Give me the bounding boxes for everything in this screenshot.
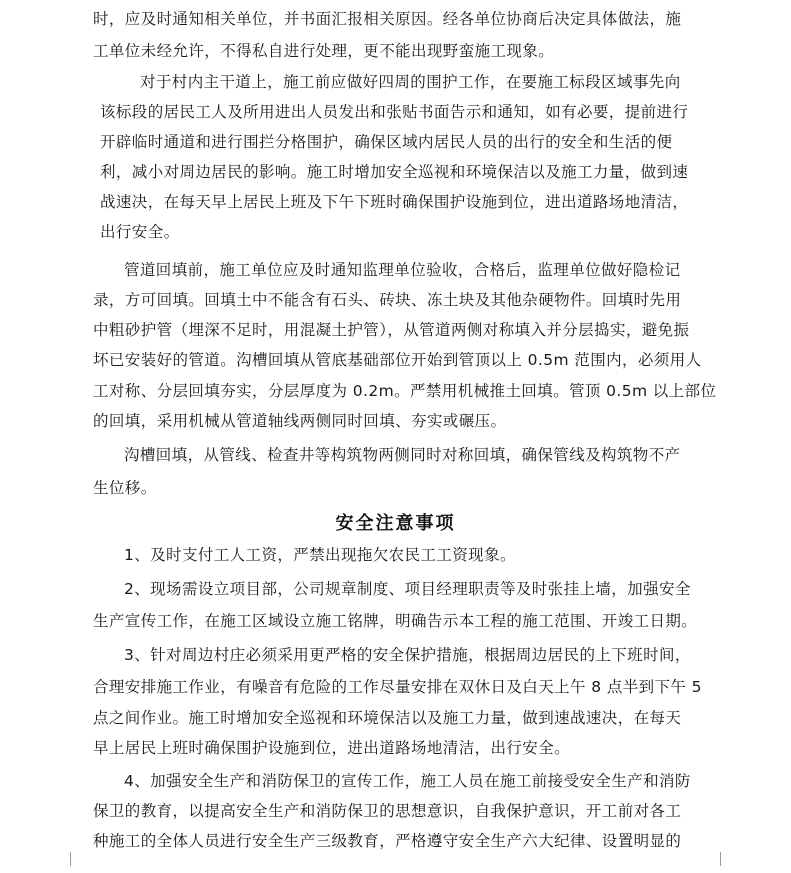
paragraph-2-line-1: 对于村内主干道上，施工前应做好四周的围护工作，在要施工标段区域事先向: [140, 73, 681, 91]
paragraph-2-line-3: 开辟临时通道和进行围拦分格围护，确保区域内居民人员的出行的安全和生活的便: [100, 133, 673, 151]
item-2-line-2: 生产宣传工作，在施工区域设立施工铭牌，明确告示本工程的施工范围、开竣工日期。: [93, 612, 698, 630]
paragraph-3-line-6: 的回填，采用机械从管道轴线两侧同时回填、夯实或碾压。: [93, 412, 507, 430]
paragraph-3-line-5: 工对称、分层回填夯实，分层厚度为 0.2m。严禁用机械推土回填。管顶 0.5m 以上部位: [93, 382, 717, 400]
item-4-line-3: 种施工的全体人员进行安全生产三级教育，严格遵守安全生产六大纪律、设置明显的: [93, 832, 682, 850]
paragraph-2-line-6: 出行安全。: [100, 223, 180, 241]
paragraph-2-line-2: 该标段的居民工人及所用进出人员发出和张贴书面告示和通知，如有必要，提前进行: [100, 103, 689, 121]
margin-corner-mark-right: [706, 852, 721, 866]
section-heading: 安全注意事项: [335, 513, 456, 534]
item-2-line-1: 2、现场需设立项目部，公司规章制度、项目经理职责等及时张挂上墙，加强安全: [124, 580, 691, 598]
paragraph-3-line-3: 中粗砂护管（埋深不足时，用混凝土护管），从管道两侧对称填入并分层捣实，避免振: [93, 321, 690, 339]
paragraph-2-line-5: 战速决，在每天早上居民上班及下午下班时确保围护设施到位，进出道路场地清洁，: [100, 193, 689, 211]
paragraph-3-line-1: 管道回填前，施工单位应及时通知监理单位验收，合格后，监理单位做好隐检记: [124, 261, 681, 279]
item-3-line-3: 点之间作业。施工时增加安全巡视和环境保洁以及施工力量，做到速战速决，在每天: [93, 709, 682, 727]
paragraph-2-line-4: 利，减小对周边居民的影响。施工时增加安全巡视和环境保洁以及施工力量，做到速: [100, 163, 689, 181]
item-3-line-2: 合理安排施工作业，有噪音有危险的工作尽量安排在双休日及白天上午 8 点半到下午 5: [93, 678, 702, 696]
item-3-line-4: 早上居民上班时确保围护设施到位，进出道路场地清洁，出行安全。: [93, 739, 571, 757]
item-1-line-1: 1、及时支付工人工资，严禁出现拖欠农民工工资现象。: [124, 546, 516, 564]
paragraph-1-line-2: 工单位未经允许，不得私自进行处理，更不能出现野蛮施工现象。: [93, 42, 555, 60]
margin-corner-mark-left: [70, 852, 85, 866]
paragraph-3-line-2: 录，方可回填。回填土中不能含有石头、砖块、冻土块及其他杂硬物件。回填时先用: [93, 291, 682, 309]
paragraph-1-line-1: 时，应及时通知相关单位，并书面汇报相关原因。经各单位协商后决定具体做法，施: [93, 10, 682, 28]
paragraph-4-line-1: 沟槽回填，从管线、检查井等构筑物两侧同时对称回填，确保管线及构筑物不产: [124, 446, 681, 464]
item-3-line-1: 3、针对周边村庄必须采用更严格的安全保护措施，根据周边居民的上下班时间，: [124, 646, 691, 664]
item-4-line-2: 保卫的教育，以提高安全生产和消防保卫的思想意识，自我保护意识，开工前对各工: [93, 802, 682, 820]
paragraph-4-line-2: 生位移。: [93, 479, 157, 497]
item-4-line-1: 4、加强安全生产和消防保卫的宣传工作，施工人员在施工前接受安全生产和消防: [124, 772, 691, 790]
paragraph-3-line-4: 坏已安装好的管道。沟槽回填从管底基础部位开始到管顶以上 0.5m 范围内，必须用人: [93, 351, 702, 369]
